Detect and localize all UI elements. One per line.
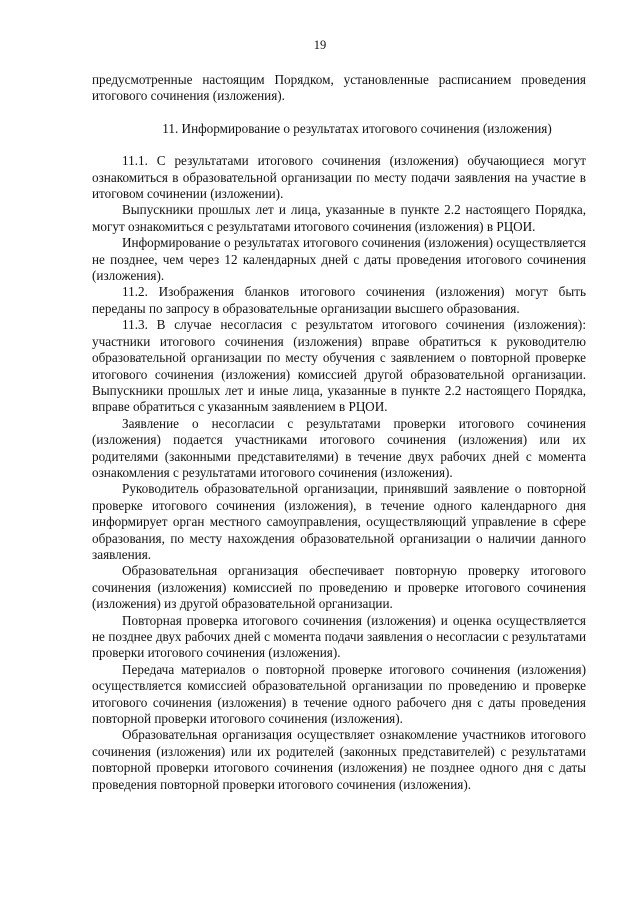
page-number: 19 [313, 38, 327, 52]
paragraph-11-2: 11.2. Изображения бланков итогового сочинения (изложения) могут быть переданы по запросу в образовательные организации высшего образования. [92, 284, 586, 316]
paragraph-recheck-timing: Повторная проверка итогового сочинения (изложения) и оценка осуществляется не позднее двух рабочих дней с момента подачи заявления о несогласии с результатами проверки итогового сочинения (изложения). [92, 612, 586, 661]
paragraph-recheck: Образовательная организация обеспечивает повторную проверку итогового сочинения (изложения) комиссией по проведению и проверке итогового сочинения (изложения) из другой образовательной организации. [92, 563, 586, 612]
paragraph-familiarization: Образовательная организация осуществляет ознакомление участников итогового сочинения (изложения) или их родителей (законных представителей) с результатами повторной проверки итогового сочинения (изложения) не позднее одного дня с даты проведения повторной проверки итогового сочинения (изложения). [92, 727, 586, 792]
paragraph-informing: Информирование о результатах итогового сочинения (изложения) осуществляется не позднее, чем через 12 календарных дней с даты проведения итогового сочинения (изложения). [92, 235, 586, 284]
paragraph-11-3: 11.3. В случае несогласия с результатом итогового сочинения (изложения): участники итогового сочинения (изложения) вправе обратиться к руководителю образовательной организации по месту обучения с заявлением о повторной проверке итогового сочинения (изложения) комиссией другой образовательной организации. Выпускники прошлых лет и иные лица, указанные в пункте 2.2 настоящего Порядка, вправе обратиться с указанным заявлением в РЦОИ. [92, 317, 586, 415]
paragraph-materials: Передача материалов о повторной проверке итогового сочинения (изложения) осуществляется комиссией образовательной организации по проведению и проверке итогового сочинения (изложения) в течение одного рабочего дня с даты проведения повторной проверки итогового сочинения (изложения). [92, 661, 586, 727]
intro-paragraph: предусмотренные настоящим Порядком, установленные расписанием проведения итогового сочинения (изложения). [92, 72, 586, 104]
paragraph-11-1: 11.1. С результатами итогового сочинения (изложения) обучающиеся могут ознакомиться в образовательной организации по месту подачи заявления на участие в итоговом сочинении (изложении). [92, 153, 586, 202]
paragraph-appeal: Заявление о несогласии с результатами проверки итогового сочинения (изложения) подается участниками итогового сочинения (изложения) или их родителями (законными представителями) в течение двух рабочих дней с момента ознакомления с результатами итогового сочинения (изложения). [92, 415, 586, 480]
section-heading: 11. Информирование о результатах итогового сочинения (изложения) [162, 120, 552, 136]
paragraph-graduates: Выпускники прошлых лет и лица, указанные в пункте 2.2 настоящего Порядка, могут ознакомиться с результатами итогового сочинения (изложения) в РЦОИ. [92, 202, 586, 234]
document-body [92, 72, 586, 793]
paragraph-head: Руководитель образовательной организации, принявший заявление о повторной проверке итогового сочинения (изложения), в течение одного календарного дня информирует орган местного самоуправления, осуществляющий управление в сфере образования, по месту нахождения образовательной организации о наличии данного заявления. [92, 481, 586, 562]
